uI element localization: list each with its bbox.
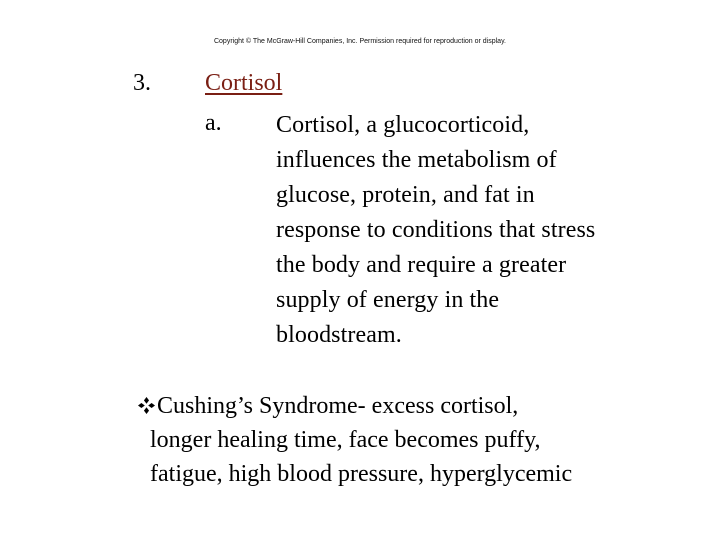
sub-item-text — [276, 108, 676, 353]
diamond-bullet-icon — [138, 397, 155, 414]
item-heading: Cortisol — [205, 70, 283, 96]
copyright-notice: Copyright © The McGraw-Hill Companies, Inc. Permission required for reproduction or display. — [213, 38, 506, 45]
sub-item-line: bloodstream. — [276, 322, 402, 348]
bullet-line-text: Cushing’s Syndrome- excess cortisol, — [157, 393, 519, 419]
sub-item-line: Cortisol, a glucocorticoid, — [276, 112, 530, 138]
sub-item-line: response to conditions that stress — [276, 217, 596, 243]
bullet-line — [138, 389, 710, 423]
sub-item-line: supply of energy in the — [276, 287, 500, 313]
item-number: 3. — [133, 70, 151, 96]
sub-item-line: influences the metabolism of — [276, 147, 557, 173]
sub-item-letter: a. — [205, 110, 222, 136]
bullet-note — [150, 389, 710, 491]
bullet-line: longer healing time, face becomes puffy, — [150, 427, 541, 453]
sub-item-line: glucose, protein, and fat in — [276, 182, 535, 208]
sub-item-line: the body and require a greater — [276, 252, 567, 278]
bullet-line: fatigue, high blood pressure, hyperglycemic — [150, 461, 573, 487]
